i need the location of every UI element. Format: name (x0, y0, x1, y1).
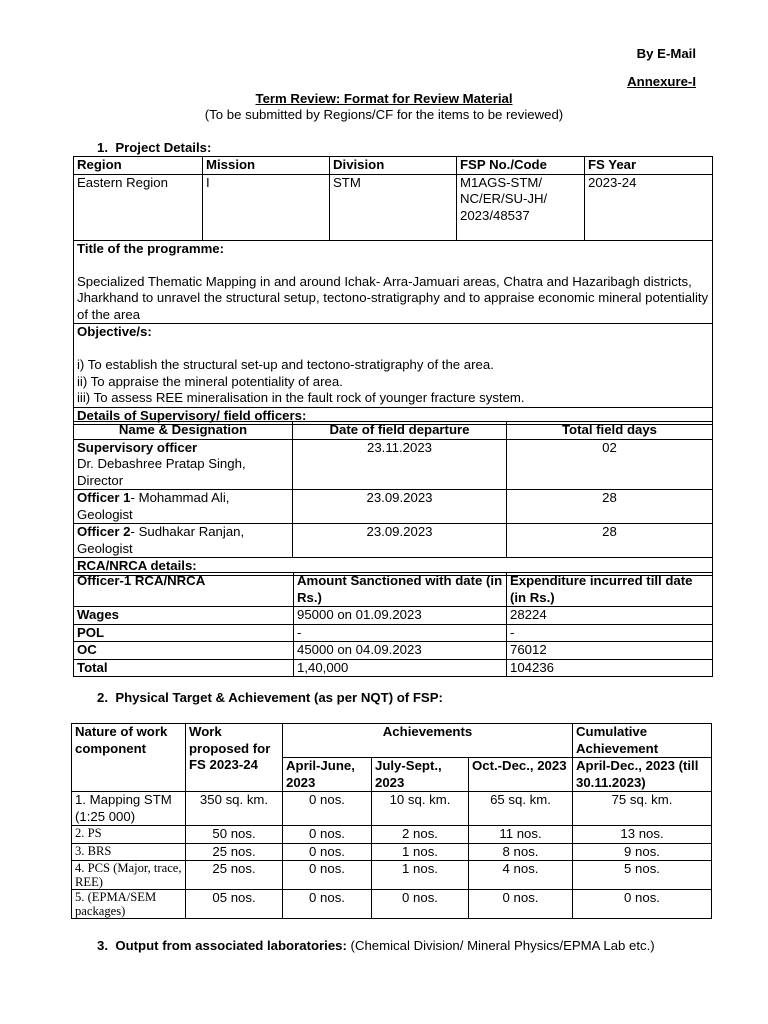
col-mission: Mission (203, 157, 330, 175)
annexure-label: Annexure-I (627, 74, 696, 89)
physical-target-table (71, 723, 712, 919)
objective-item: iii) To assess REE mineralisation in the fault rock of younger fracture system. (77, 390, 525, 405)
achievement-q2: 2 nos. (372, 826, 469, 844)
section3-heading-line (97, 938, 655, 953)
rca-amount: 95000 on 01.09.2023 (294, 607, 507, 625)
col-departure-date: Date of field departure (293, 422, 507, 440)
officer-name: Sudhakar Ranjan, (138, 524, 245, 539)
section1-heading: 1. Project Details: (97, 140, 212, 155)
fs-year-value: 2023-24 (585, 174, 713, 240)
officer-days: 28 (507, 490, 713, 524)
col-field-days: Total field days (507, 422, 713, 440)
work-proposed: 350 sq. km. (186, 792, 283, 826)
objective-item: ii) To appraise the mineral potentiality of area. (77, 373, 343, 389)
project-header-row (74, 157, 713, 175)
objective-item: i) To establish the structural set-up and tectono-stratigraphy of the area. (77, 357, 494, 372)
objectives-row (74, 324, 713, 408)
rca-row (74, 607, 713, 625)
target-row (72, 826, 712, 844)
rca-table (73, 572, 713, 677)
programme-row (74, 240, 713, 324)
achievement-q3: 0 nos. (469, 890, 573, 919)
officer-name: Mohammad Ali, (138, 490, 230, 505)
officers-label: Details of Supervisory/ field officers: (74, 407, 713, 425)
achievement-q3: 8 nos. (469, 843, 573, 861)
target-row (72, 843, 712, 861)
section3-text: (Chemical Division/ Mineral Physics/EPMA Lab etc.) (346, 938, 655, 953)
project-details-table (73, 156, 713, 425)
rca-amount: 1,40,000 (294, 659, 507, 677)
work-component: 2. PS (72, 826, 186, 844)
officer-role: Supervisory officer (77, 439, 198, 455)
officer-row (74, 439, 713, 490)
work-proposed: 50 nos. (186, 826, 283, 844)
work-component: 3. BRS (72, 843, 186, 861)
officer-designation: Director (77, 472, 124, 488)
col-achievements: Achievements (283, 724, 573, 758)
col-oct-dec: Oct.-Dec., 2023 (469, 758, 573, 792)
officer-row (74, 524, 713, 558)
officer-name-cell: Officer 2- Sudhakar Ranjan, Geologist (74, 524, 293, 558)
achievement-q1: 0 nos. (283, 826, 372, 844)
officer-name: Dr. Debashree Pratap Singh, (77, 456, 246, 471)
officer-date: 23.09.2023 (293, 524, 507, 558)
col-amount-sanctioned: Amount Sanctioned with date (in Rs.) (294, 573, 507, 607)
achievement-q1: 0 nos. (283, 890, 372, 919)
work-component: 1. Mapping STM (1:25 000) (72, 792, 186, 826)
achievement-cumulative: 9 nos. (573, 843, 712, 861)
col-name-designation: Name & Designation (74, 422, 293, 440)
work-component: 5. (EPMA/SEM packages) (72, 890, 186, 919)
programme-label: Title of the programme: (77, 240, 225, 256)
achievement-q1: 0 nos. (283, 792, 372, 826)
section2-heading: 2. Physical Target & Achievement (as per NQT) of FSP: (97, 690, 443, 705)
rca-expenditure: - (507, 624, 713, 642)
work-proposed: 25 nos. (186, 843, 283, 861)
rca-row (74, 624, 713, 642)
rca-item: Total (74, 659, 294, 677)
achievement-q2: 0 nos. (372, 890, 469, 919)
division-value: STM (330, 174, 457, 240)
rca-row (74, 642, 713, 660)
achievement-q3: 65 sq. km. (469, 792, 573, 826)
achievement-q1: 0 nos. (283, 861, 372, 890)
officer-row (74, 490, 713, 524)
project-data-row (74, 174, 713, 240)
programme-text: Specialized Thematic Mapping in and around Ichak- Arra-Jamuari areas, Chatra and Hazaribagh districts, Jharkhand to unravel the structural setup, tectono-stratigraphy and to appraise economic mineral potentiality of the area (77, 273, 709, 322)
col-region: Region (74, 157, 203, 175)
achievement-q1: 0 nos. (283, 843, 372, 861)
officer-designation: Geologist (77, 540, 133, 556)
rca-item: OC (74, 642, 294, 660)
section3-heading: 3. Output from associated laboratories: (97, 938, 347, 953)
target-header-row-1 (72, 724, 712, 758)
rca-amount: 45000 on 04.09.2023 (294, 642, 507, 660)
achievement-q2: 10 sq. km. (372, 792, 469, 826)
target-row (72, 861, 712, 890)
col-rca-item: Officer-1 RCA/NRCA (74, 573, 294, 607)
page-subtitle: (To be submitted by Regions/CF for the items to be reviewed) (204, 107, 564, 122)
target-row (72, 792, 712, 826)
col-april-dec: April-Dec., 2023 (till 30.11.2023) (573, 758, 712, 792)
col-expenditure: Expenditure incurred till date (in Rs.) (507, 573, 713, 607)
col-nature-of-work: Nature of work component (72, 724, 186, 792)
officer-days: 02 (507, 439, 713, 490)
rca-label: RCA/NRCA details: (74, 558, 713, 576)
officer-role: Officer 1 (77, 490, 131, 505)
officer-date: 23.11.2023 (293, 439, 507, 490)
target-row (72, 890, 712, 919)
mission-value: I (203, 174, 330, 240)
work-proposed: 05 nos. (186, 890, 283, 919)
achievement-cumulative: 13 nos. (573, 826, 712, 844)
region-value: Eastern Region (74, 174, 203, 240)
rca-header-row (74, 573, 713, 607)
col-division: Division (330, 157, 457, 175)
objectives-cell (74, 324, 713, 408)
officer-name-cell (74, 439, 293, 490)
work-proposed: 25 nos. (186, 861, 283, 890)
rca-expenditure: 76012 (507, 642, 713, 660)
by-email-label: By E-Mail (636, 46, 696, 61)
col-fs-year: FS Year (585, 157, 713, 175)
rca-item: POL (74, 624, 294, 642)
achievement-cumulative: 0 nos. (573, 890, 712, 919)
officer-days: 28 (507, 524, 713, 558)
page-title: Term Review: Format for Review Material (255, 91, 513, 106)
officers-table (73, 421, 713, 576)
officer-role: Officer 2 (77, 524, 131, 539)
rca-amount: - (294, 624, 507, 642)
fsp-code-value: M1AGS-STM/ NC/ER/SU-JH/ 2023/48537 (457, 174, 585, 240)
work-component: 4. PCS (Major, trace, REE) (72, 861, 186, 890)
achievement-q3: 4 nos. (469, 861, 573, 890)
rca-item: Wages (74, 607, 294, 625)
officer-date: 23.09.2023 (293, 490, 507, 524)
col-fsp-code: FSP No./Code (457, 157, 585, 175)
officers-header-row (74, 422, 713, 440)
officer-designation: Geologist (77, 506, 133, 522)
rca-expenditure: 104236 (507, 659, 713, 677)
rca-expenditure: 28224 (507, 607, 713, 625)
rca-row (74, 659, 713, 677)
achievement-q2: 1 nos. (372, 843, 469, 861)
officer-name-cell: Officer 1- Mohammad Ali, Geologist (74, 490, 293, 524)
col-cumulative: Cumulative Achievement (573, 724, 712, 758)
programme-cell (74, 240, 713, 324)
objectives-label: Objective/s: (77, 324, 152, 339)
col-april-june: April-June, 2023 (283, 758, 372, 792)
achievement-q2: 1 nos. (372, 861, 469, 890)
achievement-q3: 11 nos. (469, 826, 573, 844)
col-work-proposed: Work proposed for FS 2023-24 (186, 724, 283, 792)
achievement-cumulative: 75 sq. km. (573, 792, 712, 826)
achievement-cumulative: 5 nos. (573, 861, 712, 890)
col-july-sept: July-Sept., 2023 (372, 758, 469, 792)
